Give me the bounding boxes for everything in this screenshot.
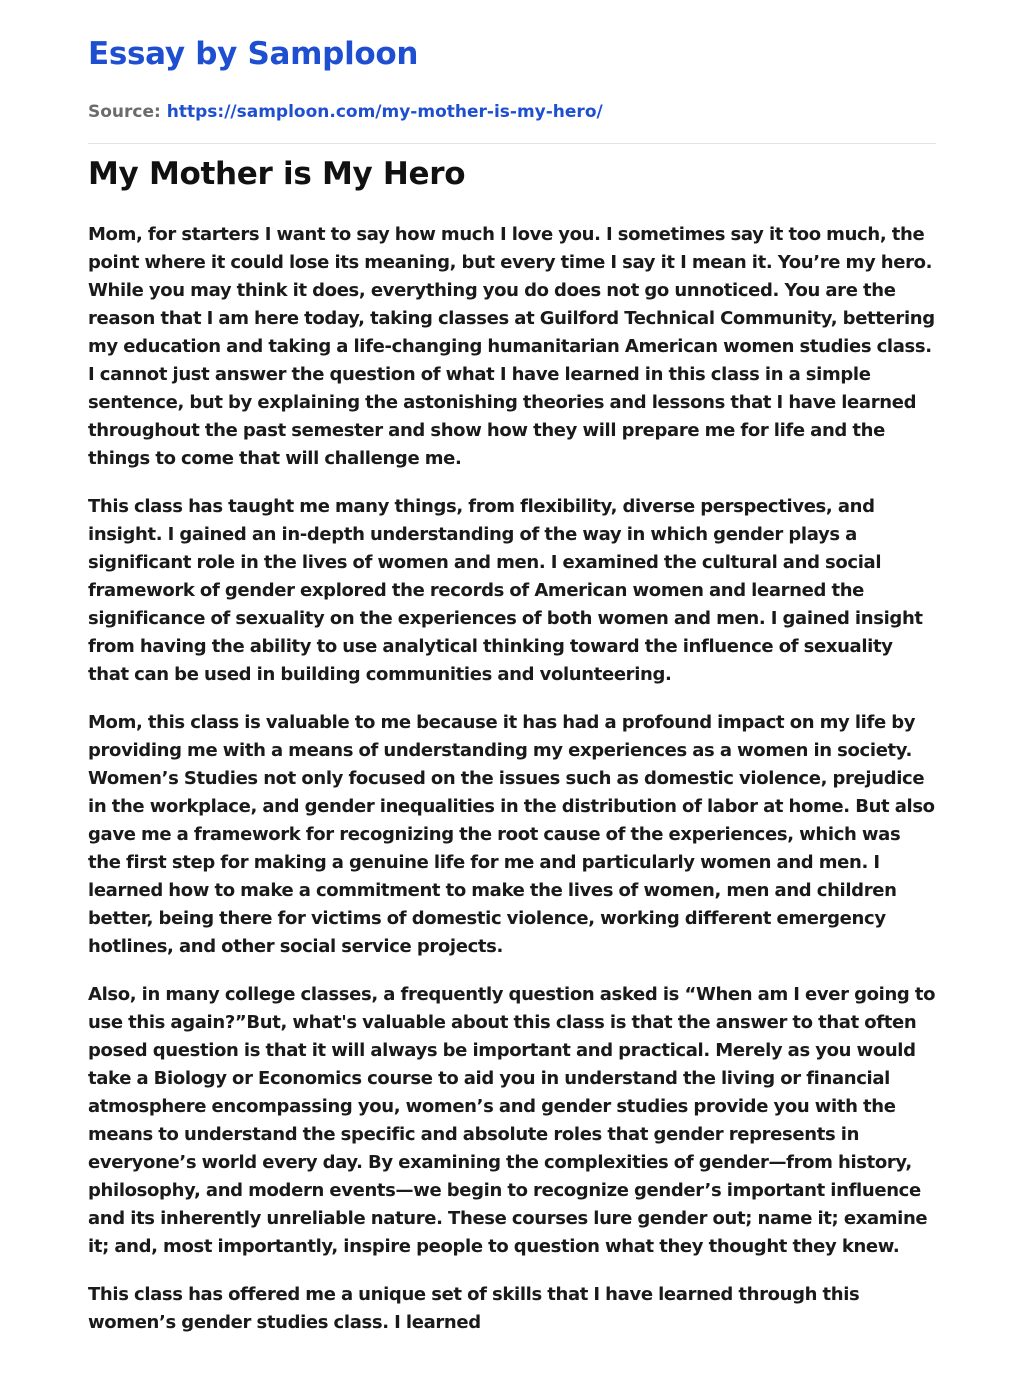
essay-paragraph: Also, in many college classes, a frequently question asked is “When am I ever going to use this again?”But, what's valuable about this class is that the answer to that often posed question is that it will always be important and practical. Merely as you would take a Biology or Economics course to aid you in understand the living or financial atmosphere encompassing you, women’s and gender studies provide you with the means to understand the specific and absolute roles that gender represents in everyone’s world every day. By examining the complexities of gender—from history, philosophy, and modern events—we begin to recognize gender’s important influence and its inherently unreliable nature. These courses lure gender out; name it; examine it; and, most importantly, inspire people to question what they thought they knew. [88,984,936,1257]
essay-paragraph: Mom, for starters I want to say how much I love you. I sometimes say it too much, the point where it could lose its meaning, but every time I say it I mean it. You’re my hero. While you may think it does, everything you do does not go unnoticed. You are the reason that I am here today, taking classes at Guilford Technical Community, bettering my education and taking a life-changing humanitarian American women studies class. I cannot just answer the question of what I have learned in this class in a simple sentence, but by explaining the astonishing theories and lessons that I have learned throughout the past semester and show how they will prepare me for life and the things to come that will challenge me. [88,224,935,469]
essay-paragraph: Mom, this class is valuable to me because it has had a profound impact on my life by providing me with a means of understanding my experiences as a women in society. Women’s Studies not only focused on the issues such as domestic violence, prejudice in the workplace, and gender inequalities in the distribution of labor at home. But also gave me a framework for recognizing the root cause of the experiences, which was the first step for making a genuine life for me and particularly women and men. I learned how to make a commitment to make the lives of women, men and children better, being there for victims of domestic violence, working different emergency hotlines, and other social service projects. [88,712,935,957]
site-title[interactable]: Essay by Samploon [88,36,419,72]
essay-paragraph: This class has taught me many things, from flexibility, diverse perspectives, and insight. I gained an in-depth understanding of the way in which gender plays a significant role in the lives of women and men. I examined the cultural and social framework of gender explored the records of American women and learned the significance of sexuality on the experiences of both women and men. I gained insight from having the ability to use analytical thinking toward the influence of sexuality that can be used in building communities and volunteering. [88,496,923,685]
header-divider [88,143,936,144]
essay-paragraph: This class has offered me a unique set of skills that I have learned through this women’s gender studies class. I learned [88,1284,860,1333]
source-link[interactable]: https://samploon.com/my-mother-is-my-hero/ [166,102,603,122]
source-line [88,102,603,122]
source-label: Source: [88,102,161,122]
essay-title: My Mother is My Hero [88,156,466,192]
essay-body [88,221,938,1357]
